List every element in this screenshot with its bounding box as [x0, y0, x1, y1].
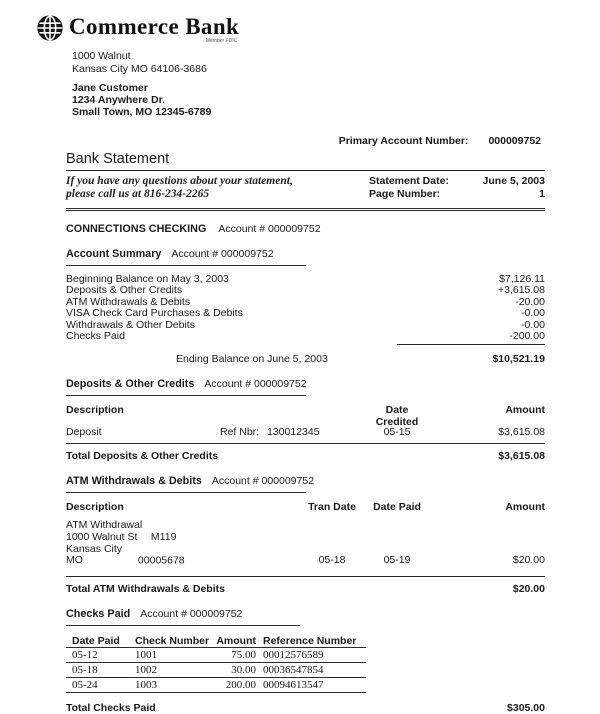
atm-amount: $20.00 [512, 554, 545, 567]
atm-title-row [66, 475, 545, 492]
atm-total-amount: $20.00 [512, 582, 545, 595]
deposits-header-date-credited: Date Credited [375, 404, 419, 429]
check-reference: 00036547854 [263, 663, 324, 676]
customer-address-line2: Small Town, MO 12345-6789 [72, 106, 212, 118]
summary-amount: $7,126.11 [499, 273, 545, 285]
atm-date-paid: 05-19 [383, 554, 411, 567]
customer-address [72, 82, 211, 118]
bank-address [72, 50, 207, 75]
statement-date-label: Statement Date: [369, 175, 449, 187]
deposit-row [66, 426, 545, 438]
questions-line1: If you have any questions about your statement, [66, 175, 293, 187]
atm-machine-id: M119 [150, 531, 177, 544]
summary-label: Deposits & Other Credits [66, 284, 183, 297]
checks-header-reference: Reference Number [263, 634, 357, 647]
check-reference: 00094613547 [263, 678, 324, 691]
atm-header-description: Description [66, 501, 124, 514]
summary-label: Beginning Balance on May 3, 2003 [66, 273, 229, 285]
statement-date-value: June 5, 2003 [482, 175, 545, 187]
statement-date-row [369, 175, 545, 188]
summary-row [66, 308, 545, 319]
deposits-header-amount: Amount [505, 404, 545, 417]
checks-total-label: Total Checks Paid [66, 701, 156, 714]
checks-header-date-paid: Date Paid [72, 634, 120, 647]
deposits-total-rule [66, 443, 545, 444]
summary-sum-rule [397, 344, 545, 345]
check-date-paid: 05-18 [72, 663, 98, 676]
account-summary-account-ref: Account # 000009752 [171, 248, 274, 260]
ending-balance-row [66, 353, 545, 365]
double-rule [66, 208, 545, 211]
summary-label: Checks Paid [66, 330, 125, 343]
questions-note [66, 175, 386, 201]
deposits-header-description: Description [66, 404, 124, 417]
summary-row [66, 331, 545, 342]
check-date-paid: 05-24 [72, 678, 98, 691]
deposit-ref-label: Ref Nbr: [220, 426, 260, 439]
customer-name: Jane Customer [72, 82, 148, 94]
atm-description-line2 [66, 532, 545, 544]
atm-description-line1: ATM Withdrawal [66, 519, 143, 532]
member-fdic-label: Member FDIC [205, 38, 238, 44]
deposits-total-amount: $3,615.08 [498, 450, 545, 463]
deposit-description: Deposit [66, 426, 102, 439]
atm-header-row [66, 501, 545, 513]
checks-table [66, 634, 366, 693]
atm-total-rule [66, 576, 545, 577]
check-amount: 200.00 [225, 678, 256, 691]
account-summary-title-row [66, 248, 545, 265]
atm-street: 1000 Walnut St [66, 531, 138, 544]
check-amount: 30.00 [231, 663, 256, 676]
deposits-account-ref: Account # 000009752 [204, 378, 307, 391]
atm-total-label: Total ATM Withdrawals & Debits [66, 582, 225, 595]
atm-header-amount: Amount [505, 501, 545, 514]
deposits-title: Deposits & Other Credits [66, 378, 195, 391]
section-rule [66, 625, 300, 626]
statement-meta [369, 175, 545, 201]
page-number-label: Page Number: [369, 188, 441, 200]
bank-logo [36, 14, 239, 47]
questions-line2: please call us at 816-234-2265 [66, 188, 210, 200]
summary-rows [66, 274, 545, 342]
bank-address-line2: Kansas City MO 64106-3686 [72, 62, 207, 75]
account-summary-section [66, 248, 545, 365]
summary-row [66, 320, 545, 331]
page-number-row [369, 188, 545, 201]
deposits-total-row [66, 450, 545, 462]
checks-header-row [66, 634, 366, 648]
summary-amount: -0.00 [521, 307, 545, 320]
page-number-value: 1 [539, 188, 545, 200]
product-name: CONNECTIONS CHECKING [66, 223, 207, 235]
checks-header-check-number: Check Number [135, 634, 210, 647]
summary-amount: -200.00 [509, 330, 545, 343]
checks-account-ref: Account # 000009752 [140, 607, 243, 620]
statement-info-block [66, 171, 545, 208]
product-row [66, 223, 545, 235]
primary-account-label: Primary Account Number: [338, 135, 469, 147]
summary-label: Withdrawals & Other Debits [66, 318, 195, 331]
deposits-header-row [66, 404, 545, 429]
check-row [66, 648, 366, 663]
deposit-date-credited: 05-15 [383, 426, 411, 439]
check-reference: 00012576589 [263, 648, 324, 661]
check-number: 1002 [135, 663, 157, 676]
deposits-title-row [66, 378, 545, 395]
atm-terminal-id: 00005678 [137, 554, 185, 567]
page-title: Bank Statement [66, 151, 545, 171]
customer-address-line1: 1234 Anywhere Dr. [72, 94, 165, 106]
check-number: 1003 [135, 678, 157, 691]
deposits-total-label: Total Deposits & Other Credits [66, 450, 219, 463]
deposit-ref-number: 130012345 [267, 426, 320, 439]
globe-icon [36, 14, 64, 47]
summary-amount: -0.00 [521, 318, 545, 331]
bank-address-line1: 1000 Walnut [72, 50, 131, 62]
atm-city: Kansas City MO [66, 542, 123, 567]
summary-amount: +3,615.08 [497, 284, 545, 297]
check-date-paid: 05-12 [72, 648, 98, 661]
atm-header-tran-date: Tran Date [308, 501, 356, 514]
deposits-section [66, 378, 545, 462]
bank-name: Commerce Bank [69, 14, 240, 39]
section-rule [66, 395, 306, 396]
atm-account-ref: Account # 000009752 [211, 475, 315, 488]
atm-tran-date: 05-18 [318, 554, 346, 567]
product-account-ref: Account # 000009752 [218, 223, 321, 235]
atm-total-row [66, 583, 545, 595]
atm-title: ATM Withdrawals & Debits [66, 475, 202, 488]
section-rule [66, 265, 306, 266]
atm-row [66, 520, 545, 566]
atm-header-date-paid: Date Paid [373, 501, 421, 514]
checks-total-amount: $305.00 [507, 701, 545, 714]
deposit-amount: $3,615.08 [498, 426, 545, 439]
summary-label: ATM Withdrawals & Debits [66, 295, 191, 308]
summary-amount: -20.00 [515, 295, 545, 308]
account-summary-title: Account Summary [66, 248, 162, 260]
summary-label: VISA Check Card Purchases & Debits [66, 307, 243, 320]
statement-content [66, 135, 545, 714]
checks-header-amount: Amount [216, 634, 256, 647]
check-number: 1001 [135, 648, 157, 661]
primary-account-number: 000009752 [488, 135, 541, 147]
check-row [66, 678, 366, 693]
atm-section [66, 475, 545, 594]
checks-title-row [66, 608, 545, 625]
checks-section [66, 608, 545, 714]
checks-total-row [66, 702, 545, 714]
check-amount: 75.00 [231, 648, 256, 661]
checks-title: Checks Paid [66, 607, 131, 620]
ending-balance-amount: $10,521.19 [492, 353, 545, 366]
ending-balance-label: Ending Balance on June 5, 2003 [176, 353, 328, 366]
check-row [66, 663, 366, 678]
primary-account-row [66, 135, 545, 148]
section-rule [66, 492, 306, 493]
